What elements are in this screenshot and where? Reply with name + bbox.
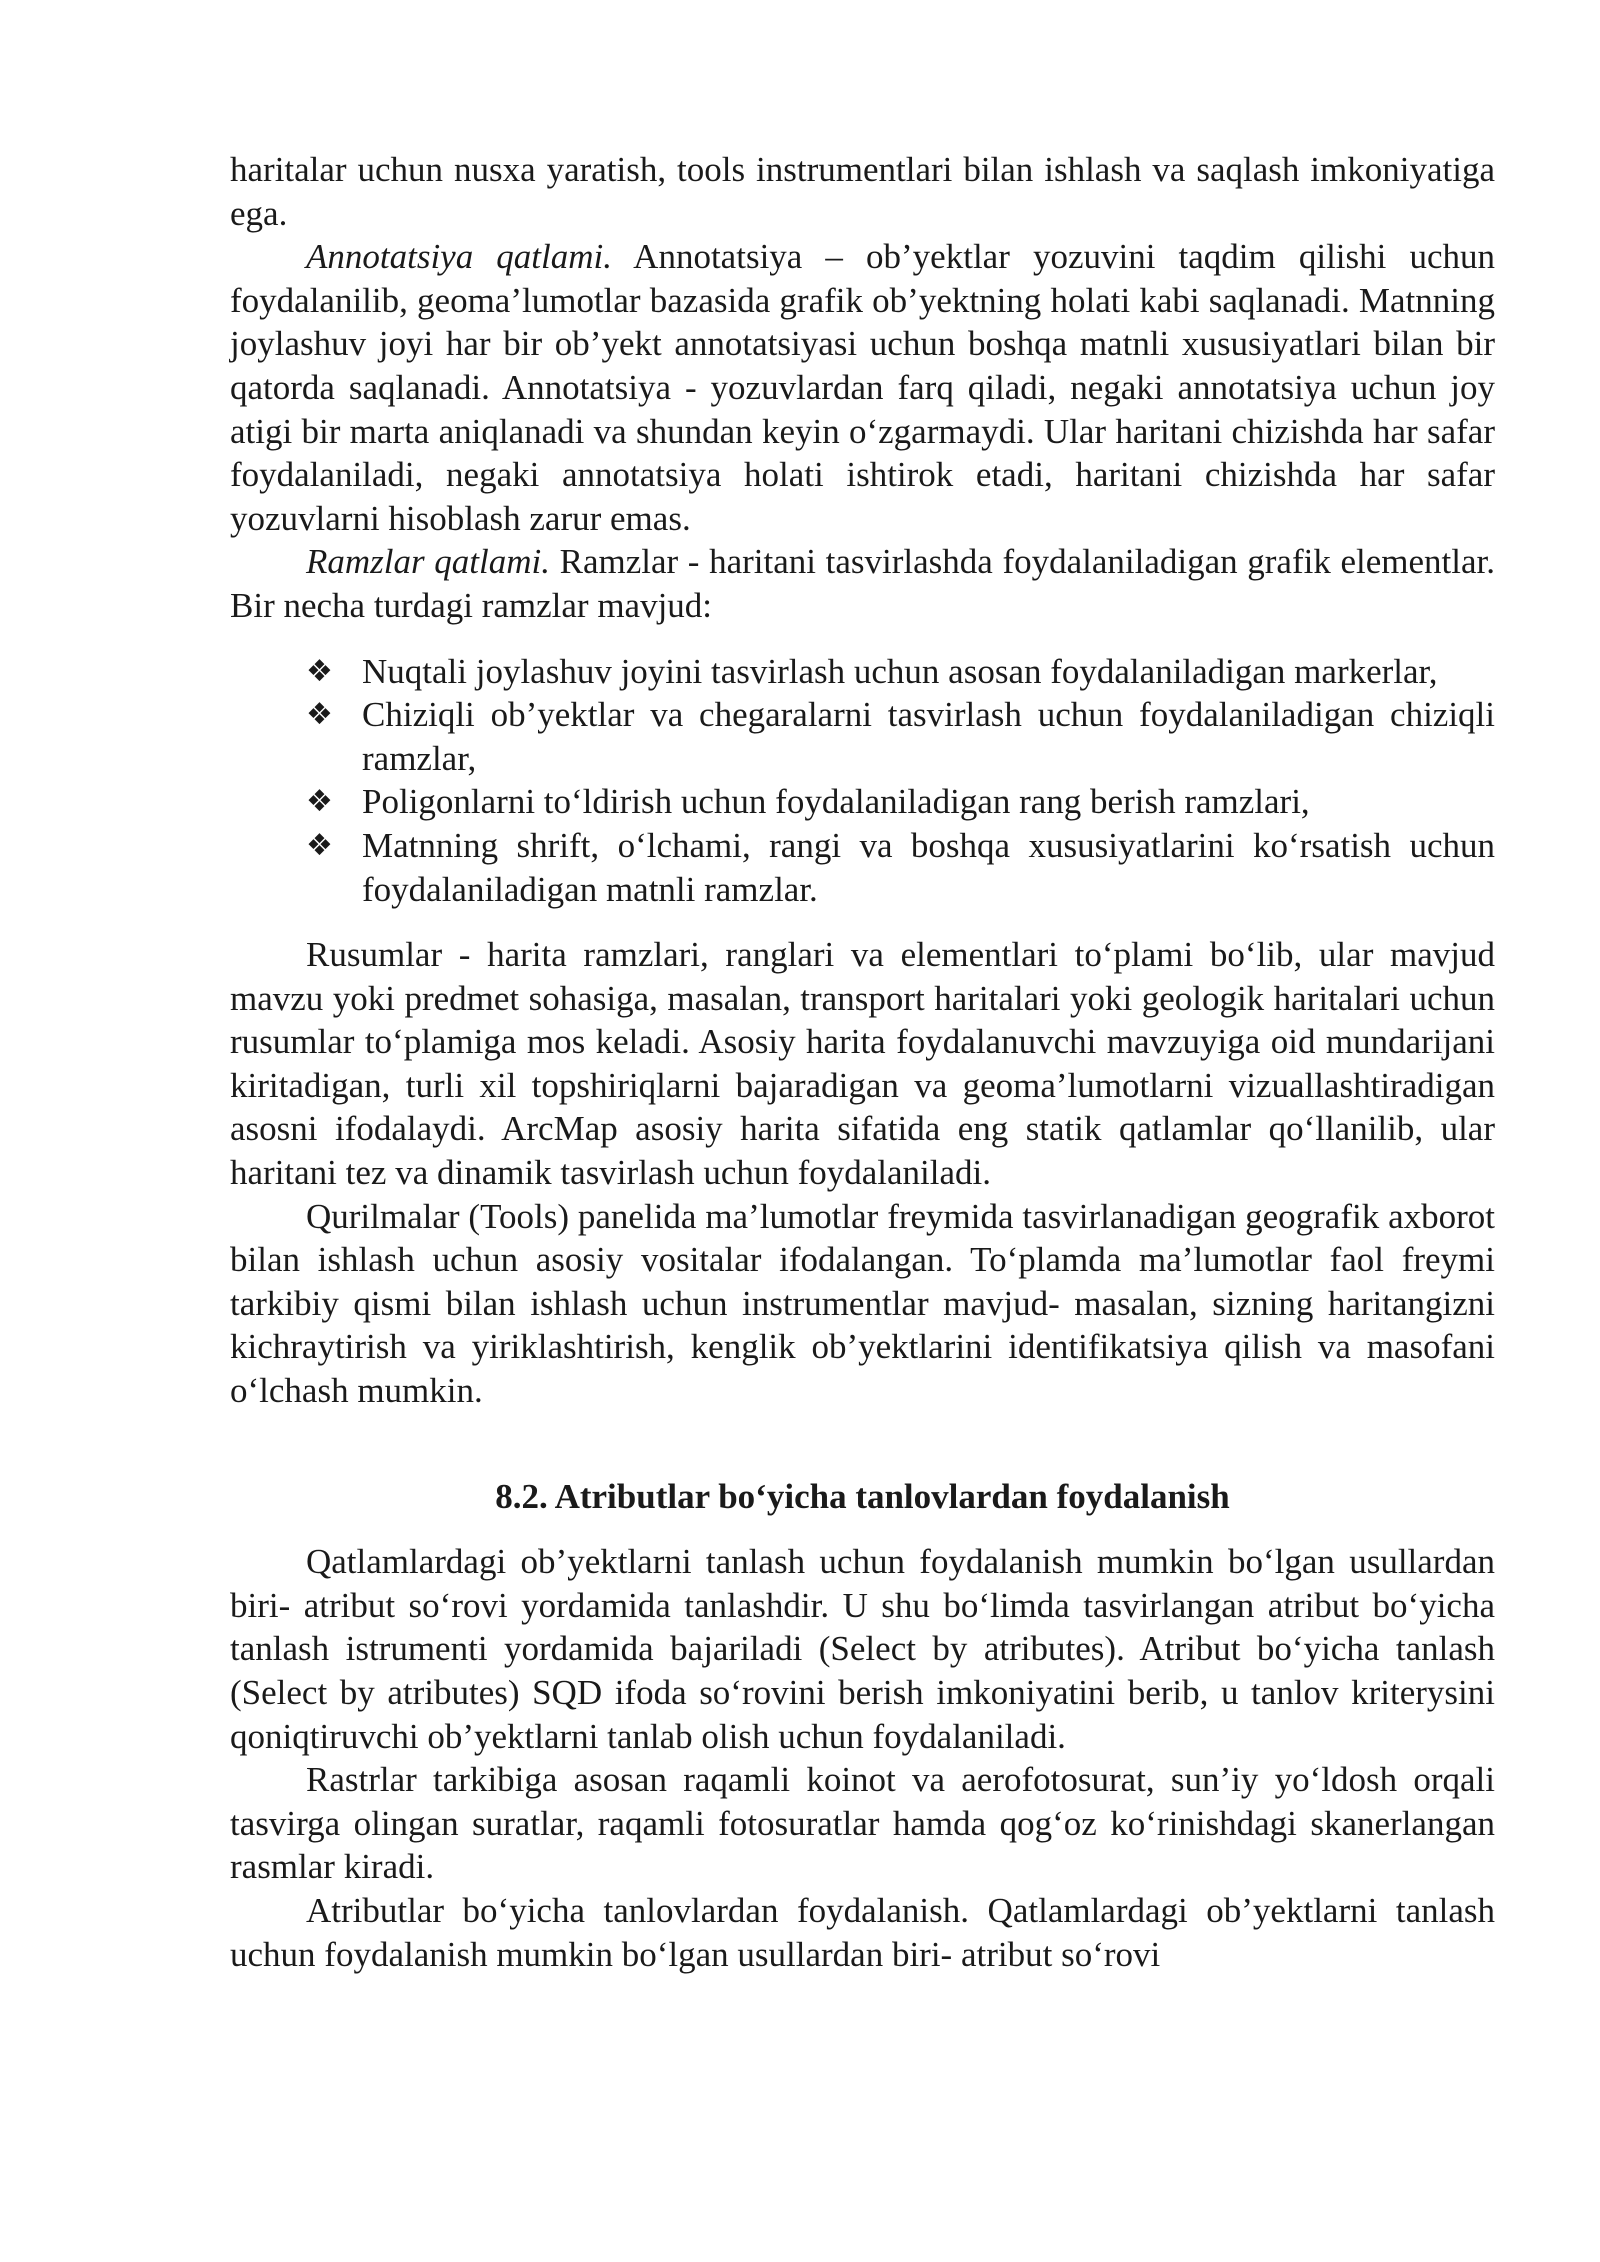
diamond-bullet-icon: ❖ bbox=[306, 697, 333, 733]
list-item bbox=[306, 780, 1495, 824]
paragraph-tools: Qurilmalar (Tools) panelida ma’lumotlar freymida tasvirlanadigan geografik axborot bilan ishlash uchun asosiy vositalar ifodalangan. To‘plamda ma’lumotlar faol freymi tarkibiy qismi bilan ishlash uchun instrumentlar mavjud- masalan, sizning haritangizni kichraytirish va yiriklashtirish, kenglik ob’yektlarini identifikatsiya qilish va masofani o‘lchash mumkin. bbox=[230, 1196, 1495, 1411]
paragraph-attribute-selection: Qatlamlardagi ob’yektlarni tanlash uchun foydalanish mumkin bo‘lgan usullardan biri- atribut so‘rovi yordamida tanlashdir. U shu bo‘limda tasvirlangan atribut bo‘yicha tanlash istrumenti yordamida bajariladi (Select by atributes). Atribut bo‘yicha tanlash (Select by atributes) SQD ifoda so‘rovini berish imkoniyatini berib, u tanlov kriterysini qoniqtiruvchi ob’yektlarni tanlab olish uchun foydalaniladi. bbox=[230, 1542, 1495, 1756]
paragraph-lead-symbols: Ramzlar qatlami. bbox=[306, 542, 550, 582]
paragraph-body-annotation: Annotatsiya – ob’yektlar yozuvini taqdim qilishi uchun foydalanilib, geoma’lumotlar bazasida grafik ob’yektning holati kabi saqlanadi. Matnning joylashuv joyi har bir ob’yekt annotatsiyasi uchun boshqa matnli xususiyatlari bilan bir qatorda saqlanadi. Annotatsiya - yozuvlardan farq qiladi, negaki annotatsiya uchun joy atigi bir marta aniqlanadi va shundan keyin o‘zgarmaydi. Ular haritani chizishda har safar foydalaniladi, negaki annotatsiya holati ishtirok etadi, haritani chizishda har safar yozuvlarni hisoblash zarur emas. bbox=[230, 237, 1496, 538]
paragraph-rasters: Rastrlar tarkibiga asosan raqamli koinot va aerofotosurat, sun’iy yo‘ldosh orqali tasvirga olingan suratlar, raqamli fotosuratlar hamda qog‘oz ko‘rinishdagi skanerlangan rasmlar kiradi. bbox=[230, 1760, 1495, 1887]
paragraph-styles: Rusumlar - harita ramzlari, ranglari va elementlari to‘plami bo‘lib, ular mavjud mavzu yoki predmet sohasiga, masalan, transport haritalari yoki geologik haritalari uchun rusumlar to‘plamiga mos keladi. Asosiy harita foydalanuvchi mavzuyiga oid mundarijani kiritadigan, turli xil topshiriqlarni bajaradigan va geoma’lumotlarni vizuallashtiradigan asosni ifodalaydi. ArcMap asosiy harita sifatida eng statik qatlamlar qo‘llanilib, ular haritani tez va dinamik tasvirlash uchun foydalaniladi. bbox=[230, 935, 1495, 1193]
list-item bbox=[306, 650, 1495, 694]
list-item bbox=[306, 693, 1495, 780]
paragraph-body-symbols: Ramzlar - haritani tasvirlashda foydalaniladigan grafik elementlar. Bir necha turdagi ramzlar mavjud: bbox=[230, 542, 1495, 625]
diamond-bullet-icon: ❖ bbox=[306, 653, 333, 689]
document-page bbox=[230, 148, 1495, 1976]
diamond-bullet-icon: ❖ bbox=[306, 827, 333, 863]
diamond-bullet-icon: ❖ bbox=[306, 784, 333, 820]
list-item-text: Chiziqli ob’yektlar va chegaralarni tasvirlash uchun foydalaniladigan chiziqli ramzlar, bbox=[362, 695, 1495, 778]
paragraph-symbols-layer bbox=[230, 540, 1495, 627]
section-heading: 8.2. Atributlar bo‘yicha tanlovlardan foydalanish bbox=[495, 1476, 1230, 1516]
list-item bbox=[306, 824, 1495, 911]
list-item-text: Poligonlarni to‘ldirish uchun foydalaniladigan rang berish ramzlari, bbox=[362, 782, 1310, 822]
paragraph-continuation: haritalar uchun nusxa yaratish, tools instrumentlari bilan ishlash va saqlash imkoniyatiga ega. bbox=[230, 150, 1495, 233]
list-item-text: Matnning shrift, o‘lchami, rangi va boshqa xususiyatlarini ko‘rsatish uchun foydalaniladigan matnli ramzlar. bbox=[362, 825, 1495, 909]
list-item-text: Nuqtali joylashuv joyini tasvirlash uchun asosan foydalaniladigan markerlar, bbox=[362, 651, 1438, 691]
paragraph-lead-annotation: Annotatsiya qatlami. bbox=[306, 237, 613, 277]
paragraph-attribute-selection-repeat: Atributlar bo‘yicha tanlovlardan foydalanish. Qatlamlardagi ob’yektlarni tanlash uchun foydalanish mumkin bo‘lgan usullardan biri- atribut so‘rovi bbox=[230, 1890, 1495, 1974]
symbol-types-list bbox=[230, 650, 1495, 912]
paragraph-annotation-layer bbox=[230, 235, 1495, 540]
